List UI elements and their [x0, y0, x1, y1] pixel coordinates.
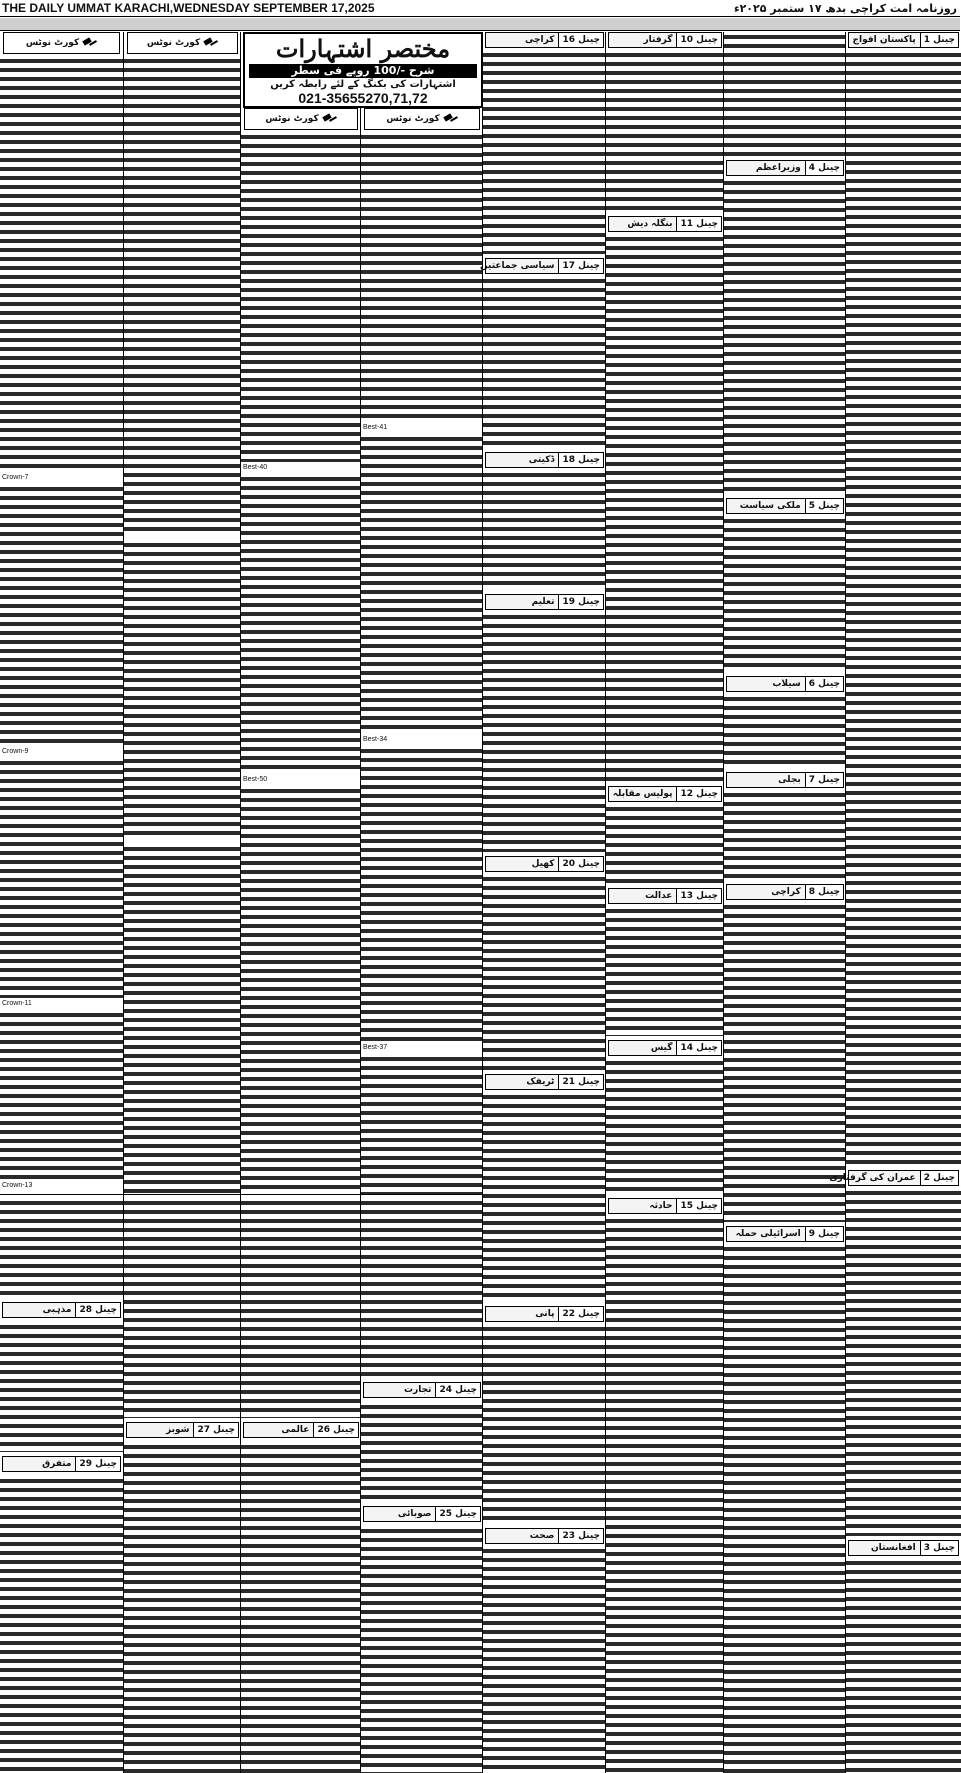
section-header: چینل 2 عمران کی گرفتاری	[848, 1170, 959, 1186]
masthead-rule	[0, 18, 960, 31]
section-header: چینل 25 صوبائی	[363, 1506, 481, 1522]
article-text-block	[846, 50, 961, 1166]
article-text-block	[361, 1402, 483, 1502]
newspaper-page	[0, 32, 960, 1773]
article-text-block	[483, 50, 606, 254]
article-text-block	[361, 1526, 483, 1773]
notice-text-block	[0, 56, 123, 472]
article-text-block	[241, 1442, 361, 1773]
best-label: Best-37	[363, 1044, 388, 1051]
notice-text-block	[361, 132, 483, 422]
column-news-h	[829, 32, 961, 1773]
article-text-block	[724, 790, 846, 880]
article-text-block	[0, 1198, 123, 1298]
court-notice-header: کورٹ نوٹس	[244, 108, 358, 130]
article-text-block	[124, 1198, 241, 1418]
section-header: چینل 24 تجارت	[363, 1382, 481, 1398]
section-header: چینل 10 گرفتار	[608, 32, 722, 48]
court-notice-header: کورٹ نوٹس	[364, 108, 480, 130]
best-label: Best-40	[243, 464, 268, 471]
section-header: چینل 21 ٹریفک	[485, 1074, 604, 1090]
notice-text-block	[0, 1010, 123, 1180]
article-text-block	[483, 276, 606, 448]
section-header: چینل 3 افغانستان	[848, 1540, 959, 1556]
section-header: چینل 26 عالمی	[243, 1422, 359, 1438]
crown-label: Crown-7	[2, 474, 29, 481]
article-text-block	[483, 470, 606, 590]
best-label: Best-41	[363, 424, 388, 431]
article-text-block	[124, 1442, 241, 1773]
column-court-notices-2	[123, 32, 241, 1773]
masthead	[0, 0, 960, 17]
article-text-block	[606, 906, 724, 1036]
ad-phone: 021-35655270,71,72	[298, 90, 428, 106]
section-header: چینل 12 پولیس مقابلہ	[608, 786, 722, 802]
notice-text-block	[361, 746, 483, 1042]
article-text-block	[241, 1198, 361, 1418]
column-court-notices-4	[360, 32, 483, 1773]
gavel-icon	[83, 38, 97, 48]
section-header: چینل 7 بجلی	[726, 772, 844, 788]
article-text-block	[606, 50, 724, 212]
article-text-block	[483, 1324, 606, 1524]
notice-text-block	[361, 434, 483, 734]
notice-text-block	[241, 474, 361, 774]
section-header: چینل 17 سیاسی جماعتیں	[485, 258, 604, 274]
court-notice-header: کورٹ نوٹس	[3, 32, 120, 54]
column-news-f	[605, 32, 724, 1773]
section-header: چینل 6 سیلاب	[726, 676, 844, 692]
section-header: چینل 13 عدالت	[608, 888, 722, 904]
best-label: Best-50	[243, 776, 268, 783]
masthead-english-title: THE DAILY UMMAT KARACHI,WEDNESDAY SEPTEMBER 17,2025	[2, 1, 375, 15]
article-text-block	[724, 178, 846, 494]
section-header: چینل 16 کراچی	[485, 32, 604, 48]
article-text-block	[846, 1558, 961, 1773]
section-header: چینل 29 متفرق	[2, 1456, 121, 1472]
article-text-block	[483, 874, 606, 1070]
ad-booking-text: اشتہارات کی بکنگ کے لئے رابطہ کریں	[270, 79, 456, 90]
crown-label: Crown-9	[2, 748, 29, 755]
article-text-block	[483, 1546, 606, 1773]
section-header: چینل 28 مذہبی	[2, 1302, 121, 1318]
section-header: چینل 23 صحت	[485, 1528, 604, 1544]
article-text-block	[0, 1322, 123, 1452]
article-text-block	[606, 234, 724, 782]
gavel-icon	[444, 114, 458, 124]
article-text-block	[724, 694, 846, 768]
article-text-block	[483, 612, 606, 852]
section-header: چینل 4 وزیراعظم	[726, 160, 844, 176]
section-header: چینل 20 کھیل	[485, 856, 604, 872]
ad-rate: شرح -/100 روپے فی سطر	[249, 64, 477, 78]
crown-label: Crown-11	[2, 1000, 32, 1007]
notice-text-block	[124, 844, 241, 1194]
section-header: چینل 15 حادثہ	[608, 1198, 722, 1214]
masthead-urdu-title: روزنامہ امت کراچی بدھ ۱۷ ستمبر ۲۰۲۵ء	[733, 1, 957, 15]
court-notice-header: کورٹ نوٹس	[127, 32, 238, 54]
classified-ad-box	[243, 32, 483, 108]
section-header: چینل 27 شوبز	[126, 1422, 239, 1438]
notice-text-block	[0, 758, 123, 998]
gavel-icon	[204, 38, 218, 48]
column-court-notices-3	[240, 32, 361, 1773]
article-text-block	[361, 1198, 483, 1378]
notice-text-block	[241, 786, 361, 1194]
column-court-notices-1	[0, 32, 123, 1773]
article-text-block	[846, 1188, 961, 1536]
section-header: چینل 11 بنگلہ دیش	[608, 216, 722, 232]
section-header: چینل 8 کراچی	[726, 884, 844, 900]
article-text-block	[606, 804, 724, 884]
crown-label: Crown-13	[2, 1182, 33, 1189]
column-news-e	[479, 32, 606, 1773]
section-header: چینل 22 پانی	[485, 1306, 604, 1322]
gavel-icon	[323, 114, 337, 124]
article-text-block	[0, 1476, 123, 1773]
section-header: چینل 14 گیس	[608, 1040, 722, 1056]
notice-text-block	[0, 484, 123, 746]
column-news-g	[723, 32, 846, 1773]
section-header: چینل 1 پاکستان افواج	[848, 32, 959, 48]
article-text-block	[483, 1092, 606, 1302]
section-header: چینل 5 ملکی سیاست	[726, 498, 844, 514]
notice-text-block	[124, 540, 241, 840]
notice-text-block	[124, 56, 241, 536]
section-header: چینل 19 تعلیم	[485, 594, 604, 610]
section-header: چینل 9 اسرائیلی حملہ	[726, 1226, 844, 1242]
notice-text-block	[241, 132, 361, 462]
article-text-block	[606, 1216, 724, 1773]
article-text-block	[724, 1244, 846, 1773]
article-text-block	[606, 1058, 724, 1194]
ad-title: مختصر اشتہارات	[275, 34, 451, 63]
article-text-block	[724, 32, 846, 156]
notice-text-block	[361, 1054, 483, 1194]
best-label: Best-34	[363, 736, 388, 743]
section-header: چینل 18 ڈکیتی	[485, 452, 604, 468]
article-text-block	[724, 516, 846, 672]
